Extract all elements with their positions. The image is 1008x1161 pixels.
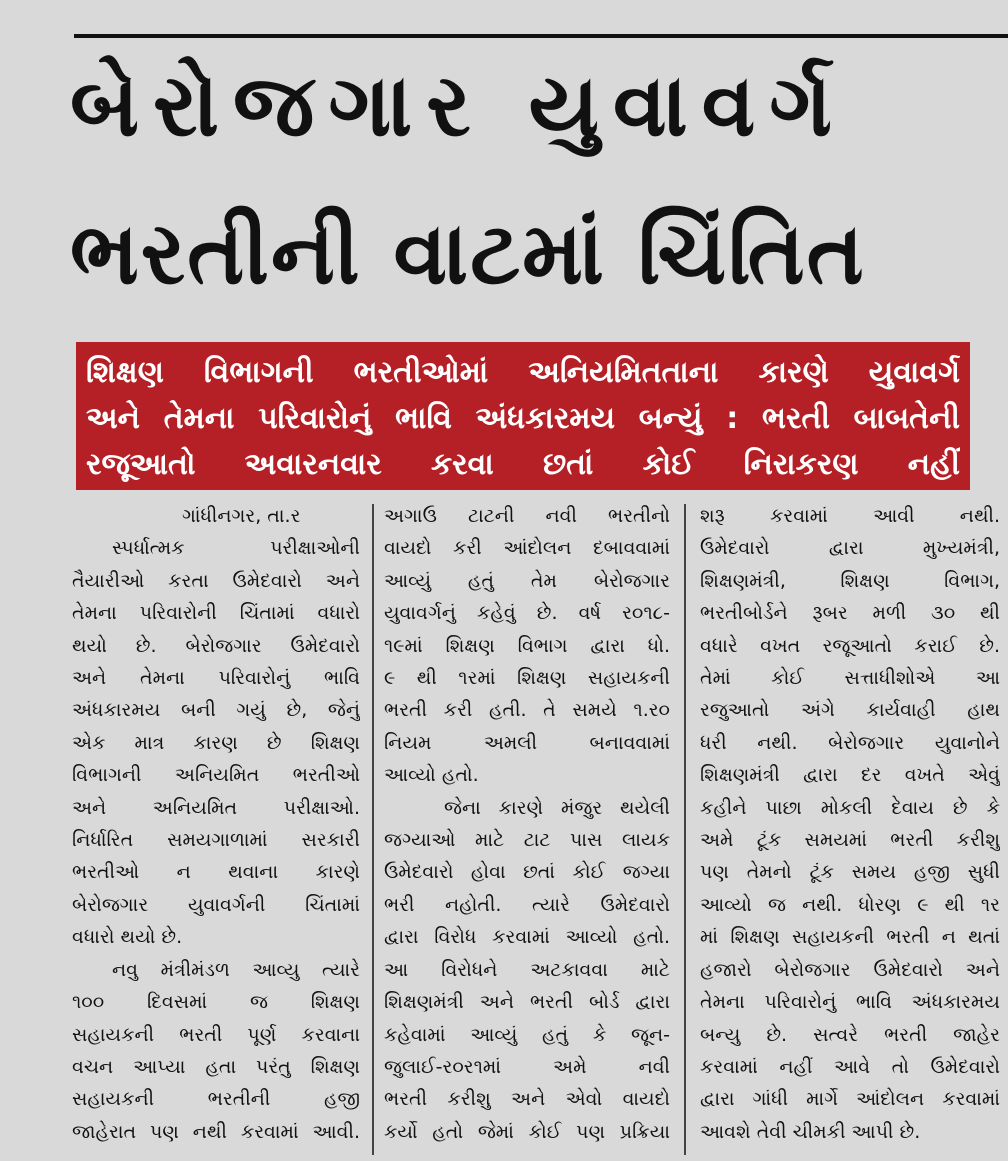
- text-line: વાયદો કરી આંદોલન દબાવવામાં: [384, 537, 670, 560]
- text-line: કહીને પાછા મોકલી દેવાય છે કે: [700, 796, 1000, 819]
- text-line: નવુ મંત્રીમંડળ આવ્યુ ત્યારે: [112, 958, 360, 981]
- dateline: ગાંધીનગર, તા.ર: [182, 505, 301, 527]
- text-line: ઉમેદવારો દ્વારા મુખ્યમંત્રી,: [700, 537, 1000, 560]
- text-line: વચન આપ્યા હતા પરંતુ શિક્ષણ: [72, 1055, 360, 1078]
- text-line: આવશે તેવી ચીમકી આપી છે.: [700, 1120, 921, 1143]
- text-line: વધારે વખત રજૂઆતો કરાઈ છે.: [700, 634, 1000, 657]
- text-line: અને તેમના પરિવારોનું ભાવિ: [72, 667, 360, 690]
- article-body: [72, 500, 1008, 1161]
- text-line: અમે ટૂંક સમયમાં ભરતી કરીશુ: [700, 829, 1000, 852]
- text-line: નિર્ધારિત સમયગાળામાં સરકારી: [72, 829, 360, 852]
- text-line: રજુઆતો અંગે કાર્યવાહી હાથ: [700, 699, 1000, 722]
- text-line: આ વિરોધને અટકાવવા માટે: [384, 958, 670, 981]
- article-column-3: [700, 500, 1000, 1161]
- text-line: તેમાં કોઈ સત્તાધીશોએ આ: [700, 667, 1000, 690]
- text-line: શિક્ષણમંત્રી, શિક્ષણ વિભાગ,: [700, 569, 1000, 592]
- text-line: જાહેરાત પણ નથી કરવામાં આવી.: [72, 1120, 360, 1143]
- text-line: જુલાઈ-ર૦ર૧માં અમે નવી: [384, 1055, 670, 1078]
- text-line: બન્યુ છે. સત્વરે ભરતી જાહેર: [700, 1023, 1000, 1046]
- text-line: કહેવામાં આવ્યું હતું કે જૂન-: [384, 1023, 670, 1046]
- text-line: ૧૦૦ દિવસમાં જ શિક્ષણ: [72, 991, 360, 1014]
- headline-line-1: બેરોજગાર યુવાવર્ગ: [70, 56, 847, 156]
- text-line: ઉમેદવારો હોવા છતાં કોઈ જગ્યા: [384, 861, 670, 884]
- text-line: આવ્યો હતો.: [384, 764, 479, 787]
- text-line: એક માત્ર કારણ છે શિક્ષણ: [72, 731, 360, 754]
- text-line: ભરતી કરી હતી. તે સમયે ૧.ર૦: [384, 699, 670, 722]
- text-line: જેના કારણે મંજુર થયેલી: [444, 796, 670, 819]
- headline-line-2: ભરતીની વાટમાં ચિંતિત: [70, 204, 866, 304]
- subheading-banner: [76, 342, 970, 490]
- text-line: કર્યો હતો જેમાં કોઈ પણ પ્રક્રિયા: [384, 1120, 670, 1143]
- text-line: ભરતીઓ ન થવાના કારણે: [72, 861, 360, 884]
- text-line: નિયમ અમલી બનાવવામાં: [384, 731, 670, 754]
- text-line: સ્પર્ધાત્મક પરીક્ષાઓની: [112, 537, 360, 560]
- text-line: હજારો બેરોજગાર ઉમેદવારો અને: [700, 958, 1000, 981]
- text-line: યુવાવર્ગનું કહેવું છે. વર્ષ ર૦૧૮-: [384, 602, 670, 625]
- text-line: ભરતી કરીશુ અને એવો વાયદો: [384, 1088, 670, 1111]
- subheading-line: શિક્ષણ વિભાગની ભરતીઓમાં અનિયમિતતાના કારણે યુવાવર્ગ: [86, 355, 960, 390]
- text-line: ધરી નથી. બેરોજગાર યુવાનોને: [700, 731, 1000, 754]
- text-line: દ્વારા વિરોધ કરવામાં આવ્યો હતો.: [384, 926, 670, 949]
- subheading-line: રજૂઆતો અવારનવાર કરવા છતાં કોઈ નિરાકરણ નહીં: [86, 447, 960, 482]
- text-line: પણ તેમનો ટૂંક સમય હજી સુધી: [700, 861, 1000, 884]
- text-line: અંધકારમય બની ગયું છે, જેનું: [72, 699, 360, 722]
- text-line: આવ્યો જ નથી. ધોરણ ૯ થી ૧ર: [700, 893, 1000, 916]
- text-line: ૧૯માં શિક્ષણ વિભાગ દ્વારા ધો.: [384, 634, 670, 657]
- text-line: તેમના પરિવારોનું ભાવિ અંધકારમય: [700, 991, 1000, 1014]
- article-column-1: [72, 500, 360, 1161]
- text-line: વિભાગની અનિયમિત ભરતીઓ: [72, 764, 360, 787]
- text-line: દ્વારા ગાંધી માર્ગે આંદોલન કરવામાં: [700, 1088, 1000, 1111]
- text-line: ૯ થી ૧રમાં શિક્ષણ સહાયકની: [384, 667, 670, 690]
- column-divider: [684, 504, 686, 1155]
- text-line: તૈયારીઓ કરતા ઉમેદવારો અને: [72, 569, 360, 592]
- text-line: સહાયકની ભરતી પૂર્ણ કરવાના: [72, 1023, 360, 1046]
- text-line: કરવામાં નહીં આવે તો ઉમેદવારો: [700, 1055, 1000, 1078]
- text-line: વધારો થયો છે.: [72, 926, 183, 949]
- article-column-2: [384, 500, 670, 1161]
- top-rule: [74, 34, 1008, 38]
- text-line: શિક્ષણમંત્રી દ્વારા દર વખતે એવું: [700, 764, 1000, 787]
- text-line: તેમના પરિવારોની ચિંતામાં વધારો: [72, 602, 360, 625]
- text-line: આવ્યું હતું તેમ બેરોજગાર: [384, 569, 670, 592]
- text-line: માં શિક્ષણ સહાયકની ભરતી ન થતાં: [700, 926, 1000, 949]
- text-line: ભરતીબોર્ડને રૂબર મળી ૩૦ થી: [700, 602, 1000, 625]
- text-line: અગાઉ ટાટની નવી ભરતીનો: [384, 505, 670, 527]
- text-line: શરૂ કરવામાં આવી નથી.: [700, 505, 1000, 527]
- text-line: અને અનિયમિત પરીક્ષાઓ.: [72, 796, 360, 819]
- subheading-line: અને તેમના પરિવારોનું ભાવિ અંધકારમય બન્યું : ભરતી બાબતેની: [86, 401, 960, 436]
- text-line: ભરી નહોતી. ત્યારે ઉમેદવારો: [384, 893, 670, 916]
- text-line: શિક્ષણમંત્રી અને ભરતી બોર્ડ દ્વારા: [384, 991, 670, 1014]
- text-line: બેરોજગાર યુવાવર્ગની ચિંતામાં: [72, 893, 360, 916]
- text-line: સહાયકની ભરતીની હજી: [72, 1088, 360, 1111]
- text-line: જગ્યાઓ માટે ટાટ પાસ લાયક: [384, 829, 670, 852]
- text-line: થયો છે. બેરોજગાર ઉમેદવારો: [72, 634, 360, 657]
- column-divider: [372, 504, 374, 1155]
